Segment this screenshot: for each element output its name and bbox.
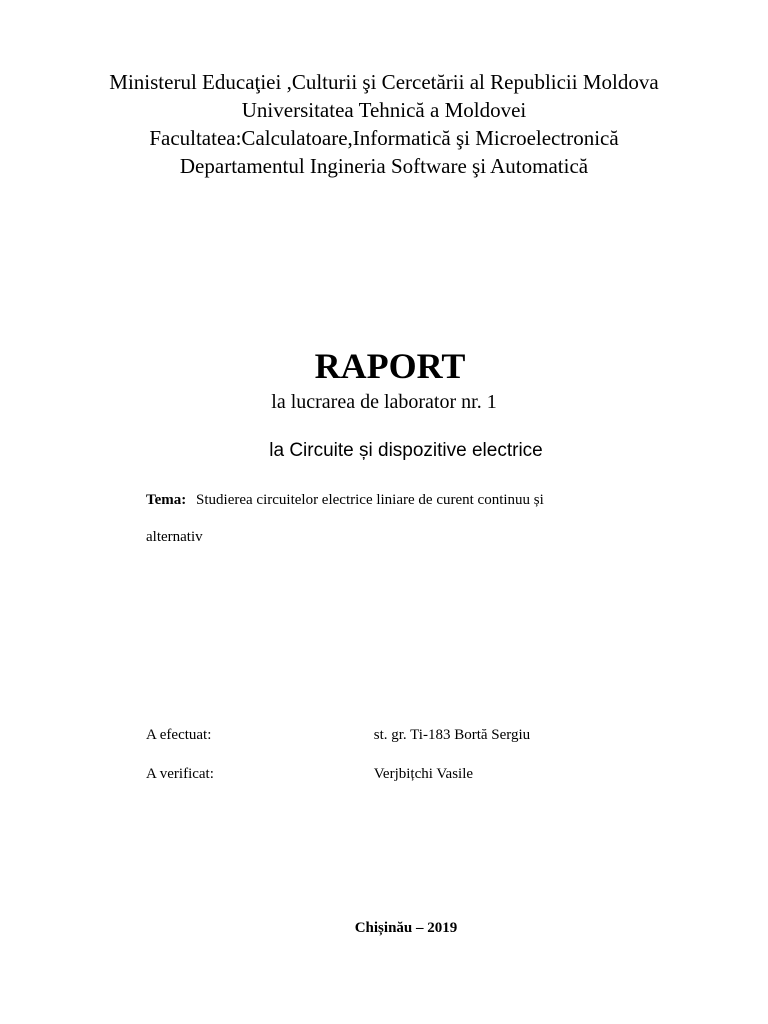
verified-by-value: Verjbițchi Vasile — [373, 766, 474, 782]
report-subtitle: la lucrarea de laborator nr. 1 — [271, 391, 497, 413]
place-and-year: Chișinău – 2019 — [354, 920, 458, 936]
theme-label: Tema: — [146, 492, 187, 508]
university-line: Universitatea Tehnică a Moldovei — [241, 98, 527, 122]
institution-header — [0, 68, 768, 180]
department-line: Departamentul Ingineria Software şi Automatică — [179, 154, 589, 178]
verified-by-label: A verificat: — [146, 766, 214, 782]
course-name: la Circuite și dispozitive electrice — [269, 440, 543, 461]
performed-by-label: A efectuat: — [146, 727, 212, 743]
report-title: RAPORT — [314, 346, 466, 386]
performed-by-row — [146, 725, 530, 745]
verified-by-row — [146, 764, 473, 784]
theme-text: Studierea circuitelor electrice liniare de curent continuu și — [196, 492, 544, 508]
theme-text-continued: alternativ — [146, 529, 203, 545]
ministry-line: Ministerul Educaţiei ,Culturii şi Cercetării al Republicii Moldova — [109, 70, 659, 94]
performed-by-value: st. gr. Ti-183 Bortă Sergiu — [373, 727, 531, 743]
faculty-line: Facultatea:Calculatoare,Informatică şi Microelectronică — [149, 126, 619, 150]
theme-line — [146, 490, 544, 510]
